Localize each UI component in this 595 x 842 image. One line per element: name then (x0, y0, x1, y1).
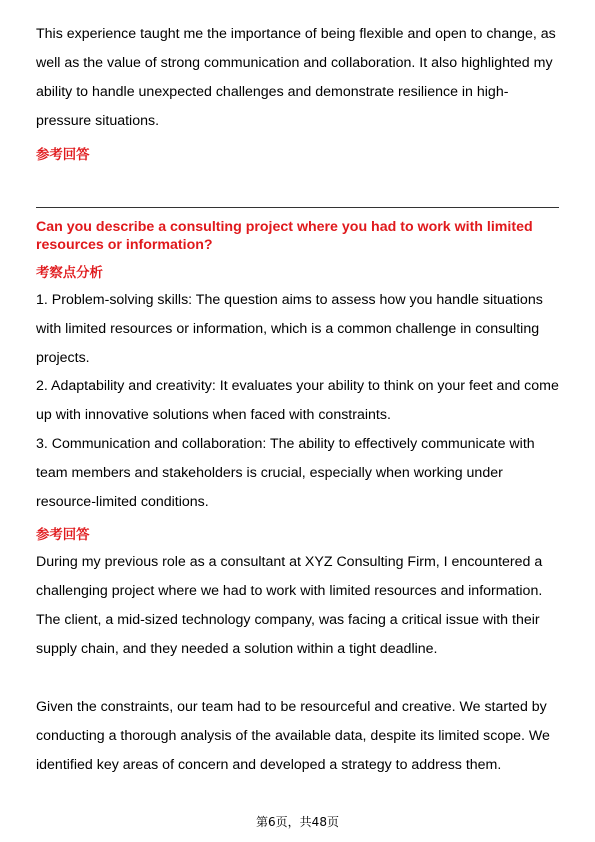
analysis-point: 2. Adaptability and creativity: It evaluates your ability to think on your feet and come up with innovative solutions when faced with constraints. (36, 378, 559, 423)
analysis-label: 考察点分析 (36, 266, 103, 281)
reference-answer-label: 参考回答 (36, 148, 90, 163)
intro-paragraph: This experience taught me the importance of being flexible and open to change, as well as the value of strong communication and collaboration. It also highlighted my ability to handle unexpected challenges and demonstrate resilience in high-pressure situations. (36, 26, 556, 129)
analysis-point: 1. Problem-solving skills: The question aims to assess how you handle situations with limited resources or information, which is a common challenge in consulting projects. (36, 292, 543, 366)
section-divider (36, 207, 559, 208)
answer-paragraph: Given the constraints, our team had to be resourceful and creative. We started by conducting a thorough analysis of the available data, despite its limited scope. We identified key areas of concern and developed a strategy to address them. (36, 699, 550, 773)
answer-paragraph: During my previous role as a consultant at XYZ Consulting Firm, I encountered a challenging project where we had to work with limited resources and information. The client, a mid-sized technology company, was facing a critical issue with their supply chain, and they needed a solution within a tight deadline. (36, 554, 543, 657)
page-number-footer: 第6页，共48页 (256, 815, 339, 829)
reference-answer-label: 参考回答 (36, 528, 90, 543)
question-heading: Can you describe a consulting project where you had to work with limited resources or information? (36, 219, 533, 253)
analysis-point: 3. Communication and collaboration: The ability to effectively communicate with team members and stakeholders is crucial, especially when working under resource-limited conditions. (36, 436, 535, 510)
